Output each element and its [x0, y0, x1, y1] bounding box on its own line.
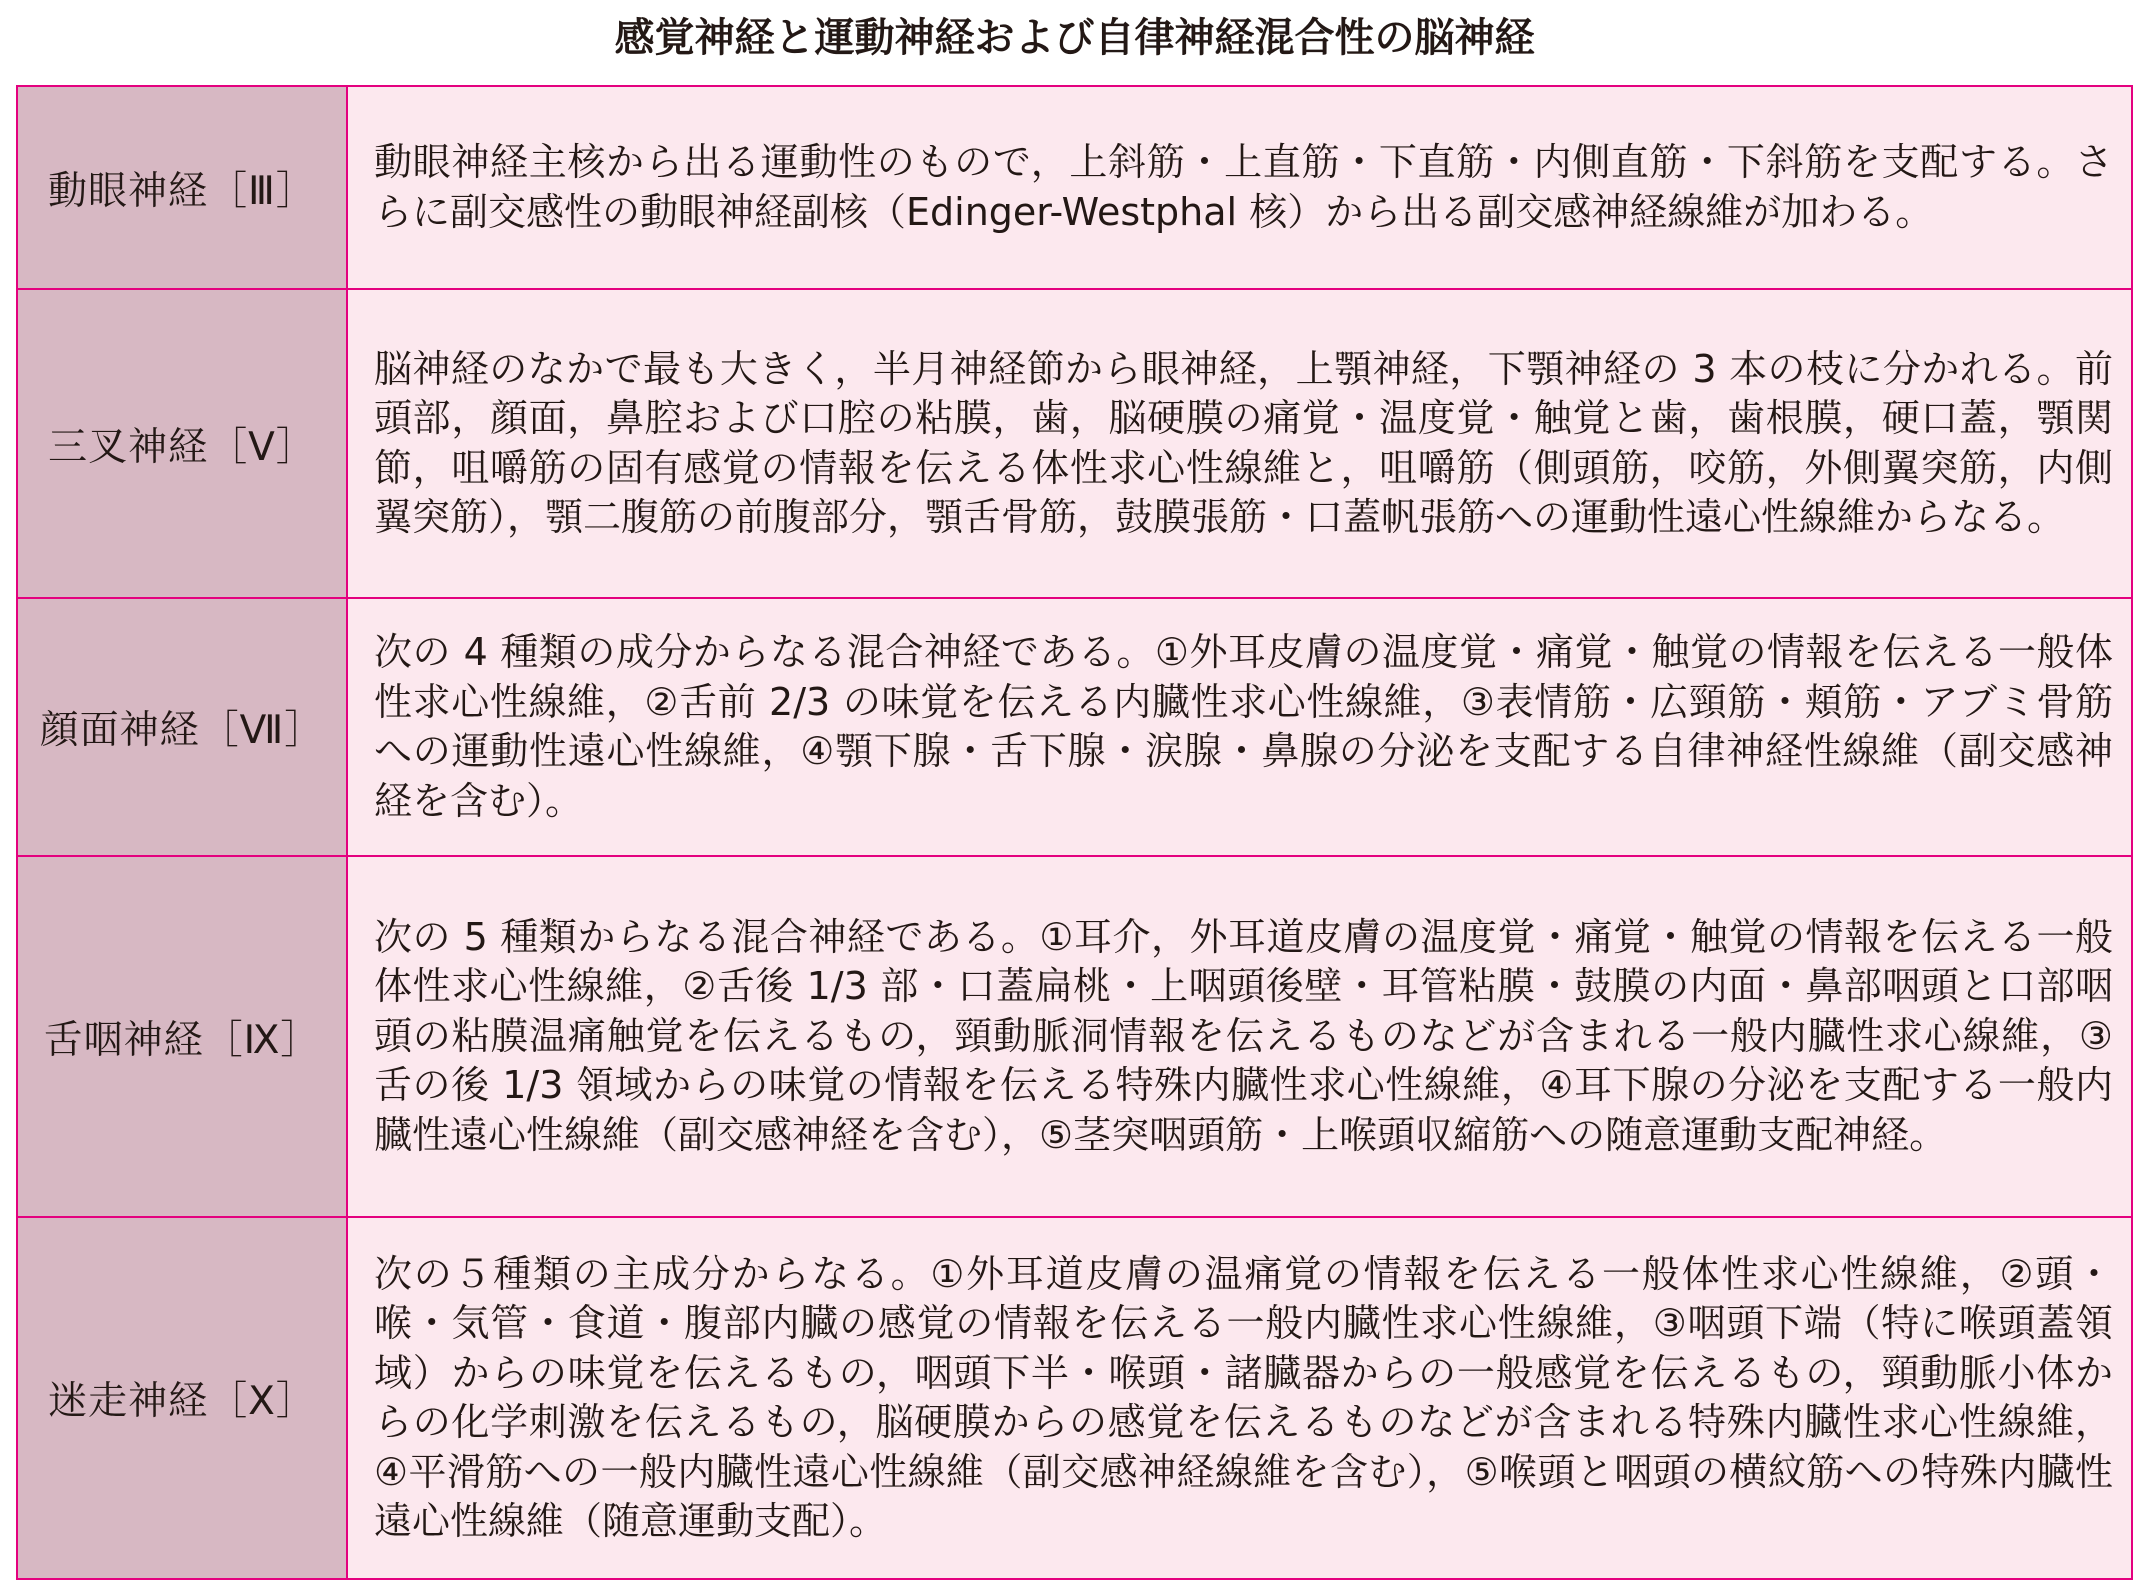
table-title: 感覚神経と運動神経および自律神経混合性の脳神経	[614, 15, 1535, 61]
nerve-description-vagus: 次の５種類の主成分からなる。①外耳道皮膚の温痛覚の情報を伝える一般体性求心性線維，②頭・喉・気管・食道・腹部内臓の感覚の情報を伝える一般内臓性求心性線維，③咽頭下端（特に喉頭蓋領域）からの味覚を伝えるもの，咽頭下半・喉頭・諸臓器からの一般感覚を伝えるもの，頸動脈小体からの化学刺激を伝えるもの，脳硬膜からの感覚を伝えるものなどが含まれる特殊内臓性求心性線維，④平滑筋への一般内臓性遠心性線維（副交感神経線維を含む），⑤喉頭と咽頭の横紋筋への特殊内臓性遠心性線維（随意運動支配）。	[347, 1217, 2132, 1579]
nerve-name-vagus: 迷走神経［Ⅹ］	[17, 1217, 347, 1579]
nerve-description-trigeminal: 脳神経のなかで最も大きく，半月神経節から眼神経，上顎神経，下顎神経の 3 本の枝に分かれる。前頭部，顔面，鼻腔および口腔の粘膜，歯，脳硬膜の痛覚・温度覚・触覚と歯，歯根膜，硬口蓋，顎関節，咀嚼筋の固有感覚の情報を伝える体性求心性線維と，咀嚼筋（側頭筋，咬筋，外側翼突筋，内側翼突筋），顎二腹筋の前腹部分，顎舌骨筋，鼓膜張筋・口蓋帆張筋への運動性遠心性線維からなる。	[347, 289, 2132, 598]
nerve-name-facial: 顔面神経［Ⅶ］	[17, 598, 347, 856]
nerve-name-oculomotor: 動眼神経［Ⅲ］	[17, 86, 347, 289]
table-row	[17, 289, 2132, 598]
table-row	[17, 856, 2132, 1217]
table-row	[17, 1217, 2132, 1579]
nerve-description-glossopharyngeal: 次の 5 種類からなる混合神経である。①耳介，外耳道皮膚の温度覚・痛覚・触覚の情報を伝える一般体性求心性線維，②舌後 1/3 部・口蓋扁桃・上咽頭後壁・耳管粘膜・鼓膜の内面・鼻部咽頭と口部咽頭の粘膜温痛触覚を伝えるもの，頸動脈洞情報を伝えるものなどが含まれる一般内臓性求心線維，③舌の後 1/3 領域からの味覚の情報を伝える特殊内臓性求心性線維，④耳下腺の分泌を支配する一般内臓性遠心性線維（副交感神経を含む），⑤茎突咽頭筋・上喉頭収縮筋への随意運動支配神経。	[347, 856, 2132, 1217]
nerve-name-trigeminal: 三叉神経［Ⅴ］	[17, 289, 347, 598]
cranial-nerve-table	[16, 85, 2133, 1580]
nerve-description-oculomotor: 動眼神経主核から出る運動性のもので，上斜筋・上直筋・下直筋・内側直筋・下斜筋を支配する。さらに副交感性の動眼神経副核（Edinger-Westphal 核）から出る副交感神経線維が加わる。	[347, 86, 2132, 289]
nerve-description-facial: 次の 4 種類の成分からなる混合神経である。①外耳皮膚の温度覚・痛覚・触覚の情報を伝える一般体性求心性線維，②舌前 2/3 の味覚を伝える内臓性求心性線維，③表情筋・広頸筋・頬筋・アブミ骨筋への運動性遠心性線維，④顎下腺・舌下腺・涙腺・鼻腺の分泌を支配する自律神経性線維（副交感神経を含む）。	[347, 598, 2132, 856]
nerve-name-glossopharyngeal: 舌咽神経［Ⅸ］	[17, 856, 347, 1217]
table-row	[17, 598, 2132, 856]
table-row	[17, 86, 2132, 289]
